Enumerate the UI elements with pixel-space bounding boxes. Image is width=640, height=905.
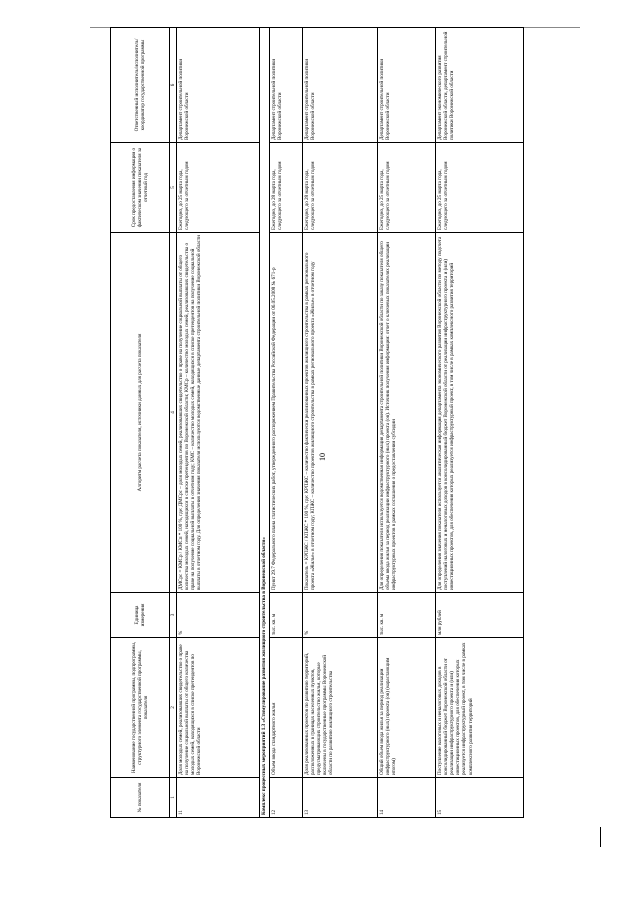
- indicator-deadline: Ежегодно, до 25 марта года, следующего за отчетным годом: [378, 143, 436, 233]
- indicator-unit: %: [303, 593, 378, 638]
- table-row: [378, 28, 436, 818]
- indicator-name: Доля молодых семей, реализовавших свидетельство о праве на получение социальной выплаты от общего количества молодых семей, находящихся в списке претендентов по Воронежской области: [177, 638, 260, 778]
- header-unit: Единица измерения: [111, 593, 170, 638]
- indicator-unit: млн рублей: [436, 593, 524, 638]
- indicator-deadline: Ежегодно, до 25 марта года, следующего за отчетным годом: [177, 143, 260, 233]
- indicator-deadline: Ежегодно, до 28 марта года, следующего за отчетным годом: [303, 143, 378, 233]
- indicator-name: Доля реализованных проектов по развитию территорий, расположенных в границах населенных пунктов, предусматривающих строительство жилья, которые включены в государственные программы Воронежской области по развитию жилищного строительства: [303, 638, 378, 778]
- column-number-row: [170, 28, 177, 818]
- column-number: 4: [170, 233, 177, 593]
- section-row: [260, 28, 270, 818]
- indicator-name: Поступление налоговых и неналоговых доходов в консолидированный бюджет Воронежской области от реализации инфраструктурного проекта и (или) инвестиционных проектов, для обеспечения которых реализуется инфраструктурный проект, в том числе в рамках комплексного развития территорий: [436, 638, 524, 778]
- indicator-algorithm: Для определения значения показателя используется аналитическая информация департамента экономического развития Воронежской области по методу подсчета поступлений налоговых и неналоговых доходов в консолидированный бюджет Воронежской области от реализации инфраструктурного проекта и (или) инвестиционных проектов, для обеспечения которых реализуется инфраструктурный проект, в том числе в рамках комплексного развития территорий: [436, 233, 524, 593]
- indicator-name: Объем ввода стандартного жилья: [270, 638, 303, 778]
- column-number: 5: [170, 143, 177, 233]
- indicators-table: [110, 27, 524, 818]
- header-deadline: Срок предоставления информации о фактическом значении показателя за отчетный год: [111, 143, 170, 233]
- column-number: 1: [170, 778, 177, 818]
- row-number: 14: [378, 778, 436, 818]
- column-number: 6: [170, 28, 177, 143]
- indicator-name: Общий объем ввода жилья за период реализации инфраструктурного (ных) проекта (ов) (нарастающим итогом): [378, 638, 436, 778]
- header-row: [111, 28, 170, 818]
- table-row: [303, 28, 378, 818]
- indicator-unit: тыс. кв. м: [270, 593, 303, 638]
- indicator-algorithm: Пункт 29.7 Федерального плана статистических работ, утвержденного распоряжением Правительства Российской Федерации от 06.05.2008 № 671-р: [270, 233, 303, 593]
- indicator-unit: тыс. кв. м: [378, 593, 436, 638]
- indicator-executor: Департамент экономического развития Воронежской области, департамент строительной политики Воронежской области: [436, 28, 524, 143]
- header-name: Наименование государственной программы, подпрограммы, структурного элемента государственной программы, показателя: [111, 638, 170, 778]
- column-number: 3: [170, 593, 177, 638]
- row-number: 11: [177, 778, 260, 818]
- header-algorithm: Алгоритм расчета показателя, источники данных для расчета показателя: [111, 233, 170, 593]
- header-number: № показателя: [111, 778, 170, 818]
- indicator-executor: Департамент строительной политики Воронежской области: [177, 28, 260, 143]
- section-title: Комплекс процессных мероприятий 1.3 «Стимулирование развития жилищного строительства в Воронежской области»: [260, 28, 270, 818]
- header-executor: Ответственный исполнитель/исполнитель/ координатор государственной программы: [111, 28, 170, 143]
- table-row: [270, 28, 303, 818]
- indicator-deadline: Ежегодно, до 25 марта года, следующего за отчетным годом: [436, 143, 524, 233]
- table-row: [177, 28, 260, 818]
- indicator-executor: Департамент строительной политики Воронежской области: [270, 28, 303, 143]
- page-number: 10: [318, 453, 327, 461]
- row-number: 12: [270, 778, 303, 818]
- row-number: 13: [303, 778, 378, 818]
- indicator-deadline: Ежегодно, до 28 марта года, следующего за отчетным годом: [270, 143, 303, 233]
- indicator-executor: Департамент строительной политики Воронежской области: [303, 28, 378, 143]
- indicator-algorithm: Для определения показателя используется ведомственная информация департамента строительной политики Воронежской области по заказу показателя общего объема ввода жилья за период реализации инфраструктурного (ных) проекта (ов). Источник получения информации: отчет о ключевых показателях реализации инфраструктурных проектов в рамках соглашения о предоставлении субсидии: [378, 233, 436, 593]
- indicator-algorithm: ДМСрс = КМСр / КМСп * 100 %, где: ДМСрс – доля молодых семей, реализовавших свидетельство о праве на получение социальной выплаты от общего количества молодых семей, находящихся в списке претендентов по Воронежской области; КМСр – количество молодых семей, реализовавших свидетельства о праве на получение социальной выплаты в отчетном году; КМС – количество молодых семей, находящихся в списке претендентов на получение социальной выплаты в отчетном году. Для определения значения показателя используются ведомственные данные департамента строительной политики Воронежской области: [177, 233, 260, 593]
- footer-rule: [600, 827, 601, 847]
- table-row: [436, 28, 524, 818]
- indicator-executor: Департамент строительной политики Воронежской области: [378, 28, 436, 143]
- row-number: 15: [436, 778, 524, 818]
- indicator-unit: %: [177, 593, 260, 638]
- column-number: 2: [170, 638, 177, 778]
- indicator-algorithm: Показатель = КРПЖС / КПЖС * 100 %, где: КРПЖС – количество фактически реализованных проектов жилищного строительства в рамках регионального проекта «Жилье» в отчетном году; КПЖС – количество проектов жилищного строительства в рамках регионального проекта «Жилье» в отчетном году: [303, 233, 378, 593]
